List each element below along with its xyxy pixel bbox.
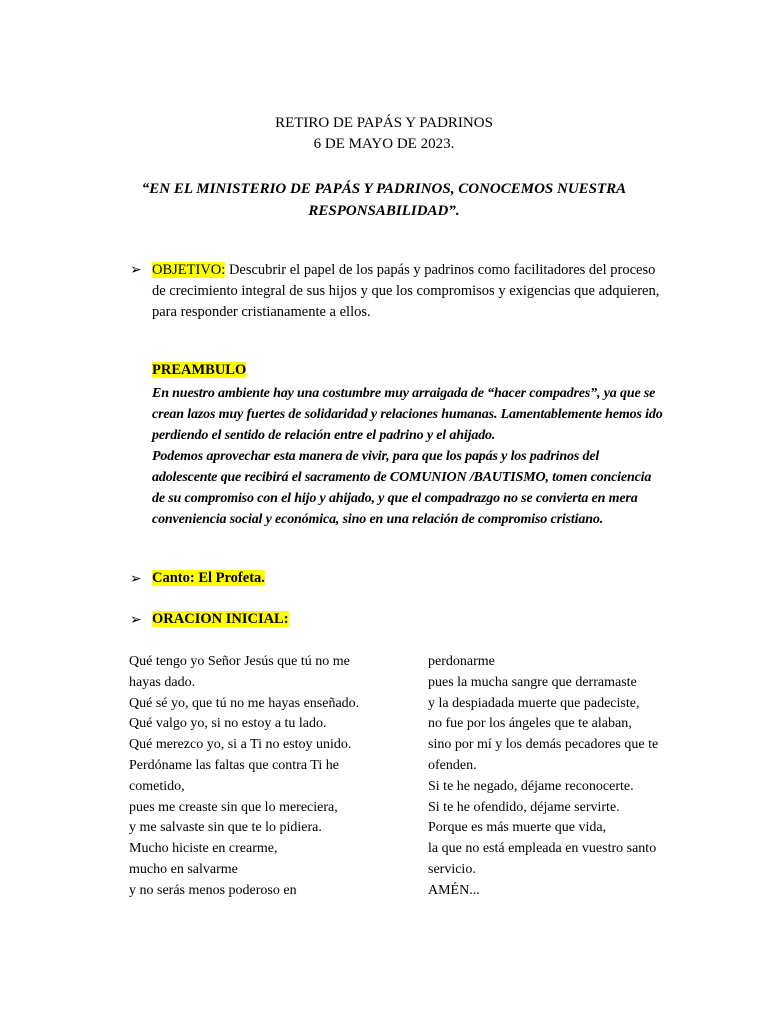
prayer-line: perdonarme [428, 654, 495, 669]
prayer-line: Qué tengo yo Señor Jesús que tú no me [129, 654, 350, 669]
prayer-line: AMÉN... [428, 882, 480, 898]
prayer-right-column [428, 652, 668, 902]
prayer-line: Mucho hiciste en crearme, [129, 841, 278, 857]
prayer-line: pues la mucha sangre que derramaste [428, 674, 637, 690]
objetivo-paragraph [152, 260, 667, 322]
canto-heading: Canto: El Profeta. [152, 570, 265, 586]
prayer-line: ofenden. [428, 757, 477, 773]
arrow-bullet-icon: ➢ [130, 613, 142, 628]
preambulo-heading: PREAMBULO [152, 362, 247, 378]
prayer-line: mucho en salvarme [129, 861, 238, 877]
prayer-line: Si te he ofendido, déjame servirte. [428, 799, 620, 815]
prayer-line: Qué merezco yo, si a Ti no estoy unido. [129, 737, 352, 753]
preambulo-text-2: Podemos aprovechar esta manera de vivir, para que los papás y los padrinos del adolescente que recibirá el sacramento de COMUNION /BAUTISMO, tomen conciencia de su compromiso con el hijo y ahijado, y que el compadrazgo no se convierta en mera conveniencia social y económica, sino en una relación de compromiso cristiano. [152, 449, 652, 527]
preambulo-text-1: En nuestro ambiente hay una costumbre muy arraigada de “hacer compadres”, ya que se crean lazos muy fuertes de solidaridad y relaciones humanas. Lamentablemente hemos ido perdiendo el sentido de relación entre el padrino y el ahijado. [152, 386, 663, 443]
prayer-line: Si te he negado, déjame reconocerte. [428, 778, 634, 794]
document-title: RETIRO DE PAPÁS Y PADRINOS [275, 115, 493, 131]
prayer-line: servicio. [428, 861, 476, 877]
prayer-line: hayas dado. [129, 674, 196, 690]
prayer-line: no fue por los ángeles que te alaban, [428, 716, 632, 732]
prayer-line: y la despiadada muerte que padeciste, [428, 695, 640, 711]
prayer-line: cometido, [129, 778, 185, 794]
prayer-left-column [129, 652, 394, 902]
prayer-line: la que no está empleada en vuestro santo [428, 841, 657, 857]
prayer-line: Qué sé yo, que tú no me hayas enseñado. [129, 695, 360, 711]
prayer-line: y no serás menos poderoso en [129, 882, 297, 898]
oracion-heading: ORACION INICIAL: [152, 611, 289, 627]
preambulo-body [152, 383, 667, 530]
prayer-line: Qué valgo yo, si no estoy a tu lado. [129, 716, 327, 732]
objetivo-text: Descubrir el papel de los papás y padrinos como facilitadores del proceso de crecimiento integral de sus hijos y que los compromisos y exigencias que adquieren, para responder cristianamente a ellos. [152, 262, 660, 320]
motto-line-2: RESPONSABILIDAD”. [308, 203, 460, 219]
document-date: 6 DE MAYO DE 2023. [313, 136, 455, 152]
motto [140, 178, 628, 222]
arrow-bullet-icon: ➢ [130, 572, 142, 587]
prayer-line: y me salvaste sin que te lo pidiera. [129, 820, 322, 836]
prayer-line: sino por mí y los demás pecadores que te [428, 737, 659, 753]
prayer-line: Perdóname las faltas que contra Ti he [129, 757, 339, 773]
motto-line-1: “EN EL MINISTERIO DE PAPÁS Y PADRINOS, CONOCEMOS NUESTRA [141, 181, 627, 197]
prayer-line: pues me creaste sin que lo mereciera, [129, 799, 338, 815]
objetivo-label: OBJETIVO: [152, 262, 226, 278]
arrow-bullet-icon: ➢ [130, 263, 142, 278]
prayer-line: Porque es más muerte que vida, [428, 820, 607, 836]
